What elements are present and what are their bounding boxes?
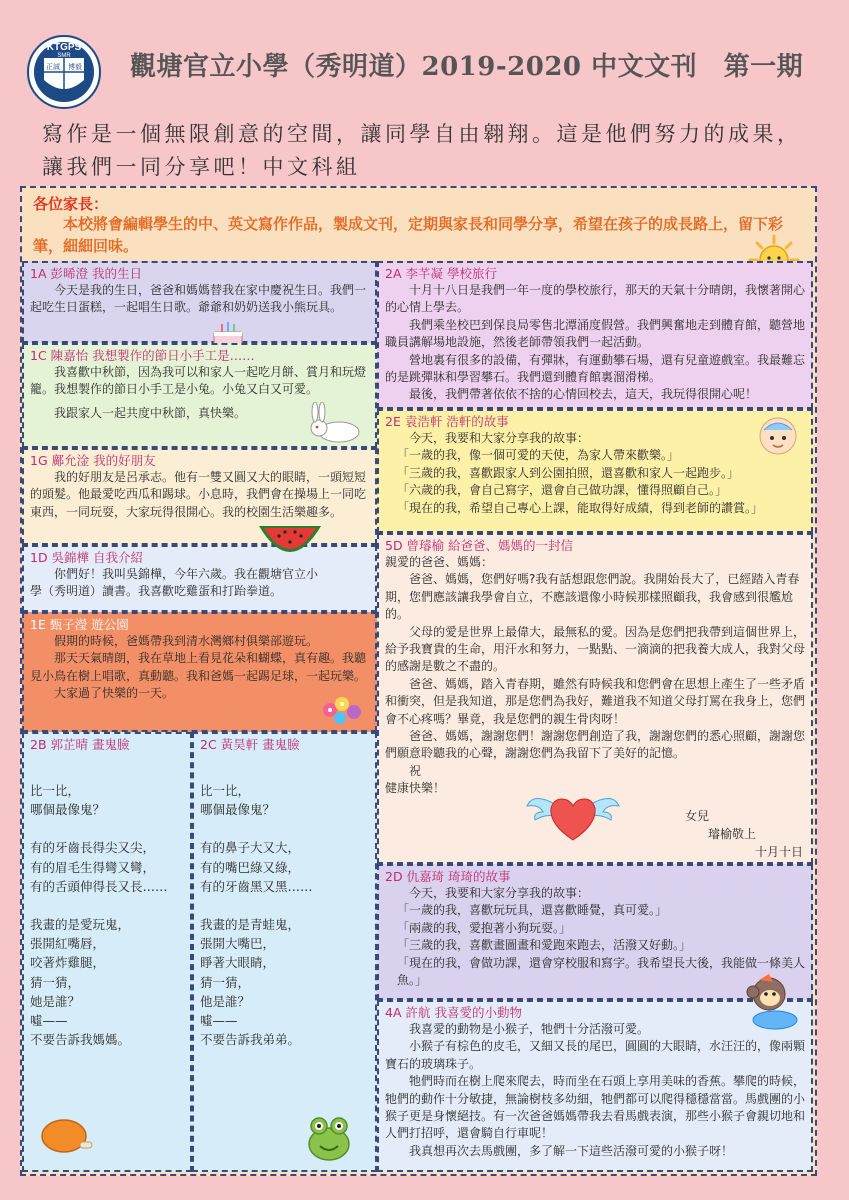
logo-top-text: KTGPS	[46, 42, 82, 53]
article-title: 2D 仇嘉琦 琦琦的故事	[385, 869, 511, 884]
poem-line: 不要告訴我媽媽。	[30, 1032, 131, 1048]
poem-line: 比一比，	[200, 783, 251, 798]
article-2b	[22, 732, 192, 1172]
poem-line: 我畫的是愛玩鬼，	[30, 917, 131, 933]
letter-signature-1: 女兒	[685, 809, 710, 823]
story-line: 「三歲的我，喜歡跟家人到公園拍照，還喜歡和家人一起跑步。」	[397, 465, 740, 480]
watermelon-icon	[255, 522, 325, 564]
article-paragraph: 我真想再次去馬戲團，多了解一下這些活潑可愛的小猴子呀！	[409, 1143, 734, 1158]
poem-line: 睜著大眼睛，	[200, 955, 276, 971]
notice-greeting: 各位家長：	[33, 195, 109, 213]
article-title: 1D 吳錦樺 自我介紹	[30, 550, 144, 565]
article-title: 2E 袁浩軒 浩軒的故事	[385, 414, 509, 429]
article-paragraph: 假期的時候，爸媽帶我到清水灣鄉村俱樂部遊玩。	[54, 634, 319, 648]
poem-line: 張開大嘴巴，	[200, 936, 276, 952]
article-paragraph: 父母的愛是世界上最偉大，最無私的愛。因為是您們把我帶到這個世界上，給予我寶貴的生命，用汗水和努力，一點點、一滴滴的把我養大成人，我對父母的感謝是數之不盡的。	[385, 624, 806, 674]
letter-closing: 健康快樂！	[385, 781, 446, 796]
monkey-icon	[735, 972, 807, 1032]
poem-line: 咬著炸雞腿，	[30, 955, 106, 971]
article-paragraph: 爸爸、媽媽，踏入青春期，雖然有時候我和您們會在思想上產生了一些矛盾和衝突，但是我知道，那是您們為我好，難道我不知道父母打罵在我身上，您們會不心疼嗎？畢竟，我是您們的親生骨肉呀！	[385, 676, 806, 726]
letter-date: 十月十日	[755, 845, 804, 859]
story-line: 「六歲的我，會自己寫字，還會自己做功課，懂得照顧自己。」	[397, 483, 728, 498]
poem-line: 有的牙齒長得尖又尖，	[30, 840, 156, 856]
poem-line: 不要告訴我弟弟。	[200, 1032, 301, 1048]
poem-line: 猜一猜，	[200, 974, 251, 990]
article-paragraph: 牠們時而在樹上爬來爬去，時而坐在石頭上享用美味的香蕉。攀爬的時候，牠們的動作十分敏捷，無論樹枝多幼細，牠們都可以爬得穩穩當當。馬戲團的小猴子更是身懷絕技。有一次爸爸媽媽帶我去看馬戲表演，那些小猴子會親切地和人們打招呼，還會騎自行車呢！	[385, 1074, 806, 1141]
school-logo	[22, 34, 106, 110]
notice-body: 本校將會編輯學生的中、英文寫作作品，製成文刊，定期與家長和同學分享，希望在孩子的成長路上，留下彩筆，細細回味。	[33, 215, 784, 255]
page-title: 觀塘官立小學（秀明道）2019-2020 中文文刊 第一期	[130, 52, 804, 82]
article-2e	[377, 409, 813, 533]
baby-icon	[750, 414, 806, 464]
chicken-leg-icon	[36, 1112, 96, 1162]
letter-closing: 祝	[409, 763, 422, 778]
poem-line: 我畫的是青蛙鬼，	[200, 917, 301, 933]
article-paragraph: 爸爸、媽媽，您們好嗎?我有話想跟您們說。我開始長大了，已經踏入青春期，您們應該讓我學會自立，不應該還像小時候那樣照顧我，我會感到很尷尬的。	[385, 572, 800, 622]
poem-line: 噓——	[30, 1013, 68, 1029]
poem-line: 哪個最像鬼？	[200, 802, 276, 818]
article-paragraph: 今天是我的生日，爸爸和媽媽替我在家中慶祝生日。我們一起吃生日蛋糕，一起唱生日歌。爺爺和奶奶送我小熊玩具。	[30, 283, 367, 315]
poem-line: 有的嘴巴綠又綠，	[200, 859, 301, 875]
story-line: 「三歲的我，喜歡畫圖畫和愛跑來跑去，活潑又好動。」	[397, 938, 692, 953]
article-paragraph: 最後，我們帶著依依不捨的心情回校去，這天，我玩得很開心呢！	[409, 387, 758, 402]
article-intro: 今天，我要和大家分享我的故事：	[409, 886, 590, 900]
article-title: 1A 彭晞澄 我的生日	[30, 266, 142, 281]
article-1a	[22, 261, 377, 343]
poem-line: 他是誰？	[200, 993, 251, 1009]
article-paragraph: 我的好朋友是呂承志。他有一雙又圓又大的眼睛，一頭短短的頭髮。他最愛吃西瓜和踢球。小息時，我們會在操場上一同吃東西，一同玩耍，大家玩得很開心。我的校園生活樂趣多。	[30, 470, 367, 519]
poem-line: 她是誰？	[30, 993, 81, 1009]
frog-icon	[302, 1110, 356, 1164]
article-2c	[192, 732, 377, 1172]
story-line: 「一歲的我，像一個可愛的天使，為家人帶來歡樂。」	[397, 448, 680, 463]
poem-line: 有的眉毛生得彎又彎，	[30, 859, 156, 875]
rabbit-icon	[305, 402, 367, 444]
article-paragraph: 爸爸、媽媽，謝謝您們！謝謝您們創造了我，謝謝您們的悉心照顧，謝謝您們願意聆聽我的心聲，謝謝您們為我留下了美好的記憶。	[385, 729, 806, 761]
poem-line: 張開紅嘴唇，	[30, 936, 106, 952]
story-line: 「現在的我，希望自己專心上課，能取得好成績，得到老師的讚賞。」	[397, 500, 764, 515]
letter-salutation: 親愛的爸爸、媽媽：	[385, 555, 494, 569]
article-paragraph: 我喜歡中秋節，因為我可以和家人一起吃月餅、賞月和玩燈籠。我想製作的節日小手工是小兔。小兔又白又可愛。	[30, 365, 367, 397]
story-line: 「現在的我，會做功課，還會穿校服和寫字。我希望長大後，我能做一條美人魚。」	[397, 955, 806, 988]
letter-signature-2: 璿榆敬上	[708, 827, 757, 841]
article-paragraph: 營地裏有很多的設備，有彈牀，有運動攀石場，還有兒童遊戲室。我最難忘的是跳彈牀和學習攀石。我們還到體育館裏溜滑梯。	[385, 352, 806, 385]
poem-line: 哪個最像鬼？	[30, 802, 106, 818]
poem-line: 噓——	[200, 1013, 238, 1029]
logo-left-char: 正誠	[46, 63, 60, 71]
logo-sub-text: SMR	[57, 53, 71, 59]
article-intro: 今天，我要和大家分享我的故事：	[409, 431, 590, 445]
article-title: 1G 鄺允淦 我的好朋友	[30, 453, 156, 468]
intro-text: 寫作是一個無限創意的空間，讓同學自由翱翔。這是他們努力的成果，讓我們一同分享吧！中文科組	[42, 122, 802, 179]
article-paragraph: 小猴子有棕色的皮毛，又細又長的尾巴，圓圓的大眼睛，水汪汪的，像兩顆寶石的玻璃珠子。	[385, 1039, 806, 1071]
article-title: 5D 曾璿榆 給爸爸、媽媽的一封信	[385, 538, 574, 553]
poem-line: 猜一猜，	[30, 974, 81, 990]
article-2a	[377, 261, 813, 409]
article-title: 2A 李芊凝 學校旅行	[385, 266, 497, 281]
poem-line: 有的鼻子大又大，	[200, 840, 301, 856]
article-paragraph: 我們乘坐校巴到保良局零售北潭涌度假營。我們興奮地走到體育館，聽營地職員講解場地設施，然後老師帶領我們一起活動。	[385, 317, 806, 350]
article-title: 1E 甄子瀅 遊公園	[30, 617, 129, 632]
flowers-icon	[318, 690, 366, 728]
poem-line: 比一比，	[30, 783, 81, 798]
article-title: 2C 黃昊軒 畫鬼臉	[200, 737, 300, 752]
article-paragraph: 你們好！我叫吳錦樺，今年六歲。我在觀塘官立小學（秀明道）讀書。我喜歡吃雞蛋和打跆拳道。	[30, 567, 319, 599]
parent-notice	[23, 189, 813, 261]
article-title: 2B 郭芷晴 畫鬼臉	[30, 737, 130, 752]
article-paragraph: 那天天氣晴朗，我在草地上看見花朵和蝴蝶，真有趣。我聽見小鳥在樹上唱歌，真動聽。我和爸媽一起踢足球，一起玩樂。	[30, 651, 367, 683]
article-paragraph: 我跟家人一起共度中秋節，真快樂。	[54, 405, 247, 420]
article-paragraph: 我喜愛的動物是小猴子，牠們十分活潑可愛。	[409, 1022, 650, 1036]
article-title: 4A 許航 我喜愛的小動物	[385, 1005, 522, 1020]
article-paragraph: 十月十八日是我們一年一度的學校旅行，那天的天氣十分晴朗，我懷著開心的心情上學去。	[385, 283, 806, 315]
story-line: 「一歲的我，喜歡玩玩具，還喜歡睡覺，真可愛。」	[397, 903, 668, 918]
story-line: 「兩歲的我，愛抱著小狗玩耍。」	[397, 920, 572, 935]
winged-heart-icon	[525, 788, 621, 844]
article-title: 1C 陳嘉怡 我想製作的節日小手工是……	[30, 348, 255, 363]
logo-right-char: 博毅	[68, 63, 82, 71]
poem-line: 有的舌頭伸得長又長……	[30, 878, 168, 894]
article-paragraph: 大家過了快樂的一天。	[54, 686, 175, 701]
poem-line: 有的牙齒黑又黑……	[200, 878, 313, 894]
